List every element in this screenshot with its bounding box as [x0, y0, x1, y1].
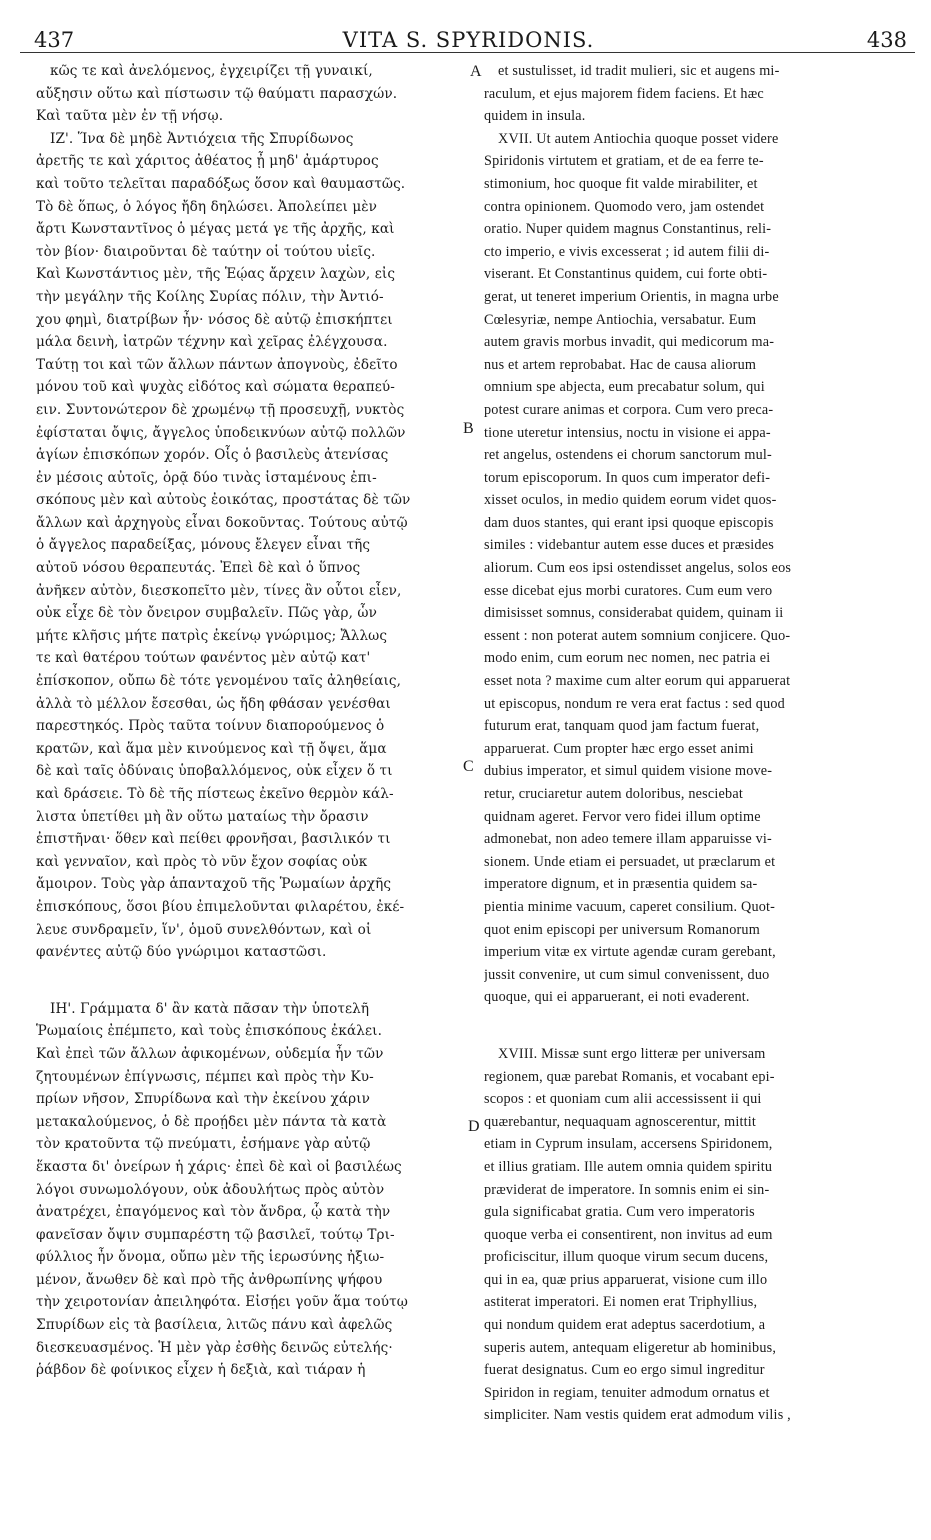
text-line: τὴν μεγάλην τῆς Κοίλης Συρίας πόλιν, τὴν Ἀντιό- [36, 288, 384, 305]
text-line: φανέντες αὐτῷ δύο γνώριμοι καταστῶσι. [36, 944, 327, 961]
text-line: retur, cruciaretur autem doloribus, nesciebat [484, 786, 743, 802]
text-line: ῥάβδον δὲ φοίνικος εἶχεν ἡ δεξιὰ, καὶ τιάραν ἡ [36, 1362, 366, 1379]
text-line: Spiridonis virtutem et gratiam, et de ea ferre te- [484, 153, 764, 170]
text-line: imperium vitæ ex virtute agendæ curam gerebant, [484, 944, 776, 961]
latin-paragraph-3 [484, 1043, 904, 1427]
text-line: autem gravis morbus invadit, qui medicorum ma- [484, 334, 775, 351]
latin-paragraph-2 [484, 128, 904, 1009]
text-line: φανεῖσαν ὄψιν συμπαρέστη τῷ βασιλεῖ, τούτῳ Τρι- [36, 1226, 395, 1243]
text-line: ἀνῆκεν αὐτὸν, διεσκοπεῖτο μὲν, τίνες ἂν οὗτοι εἶεν, [36, 582, 402, 599]
section-gap [36, 964, 470, 998]
text-line: quot enim episcopi per universum Romanorum [484, 921, 760, 938]
text-line: ἐφίσταται ὄψις, ἄγγελος ὑποδεικνύων αὐτῷ πολλῶν [36, 424, 406, 441]
text-line: quærebantur, nequaquam agnoscerentur, mittit [484, 1113, 757, 1130]
text-line: Σπυρίδων εἰς τὰ βασίλεια, λιτῶς πάνυ καὶ ἀφελῶς [36, 1317, 393, 1334]
text-line: stimonium, hoc quoque fit valde mirabiliter, et [484, 175, 758, 192]
text-line: qui in ea, quæ prius apparuerat, visione cum illo [484, 1271, 768, 1288]
text-line: quidem in insula. [484, 108, 586, 125]
text-line: παρεστηκός. Πρὸς ταῦτα τοίνυν διαπορούμενος ὁ [36, 718, 385, 735]
text-line: ἐπισκόπους, ὅσοι βίου ἐπιμελοῦνται φιλαρέτου, ἐκέ- [36, 898, 405, 915]
text-line: ut episcopus, nondum re vera erat factus : sed quod [484, 695, 785, 712]
text-line: gerat, ut teneret imperium Orientis, in magna urbe [484, 288, 779, 305]
text-line: quoque, qui ei apparuerant, ei noti evaderent. [484, 989, 750, 1006]
text-line: imperatore dignum, et in præsentia quidem sa- [484, 876, 758, 893]
greek-paragraph-2 [36, 128, 470, 964]
running-title: VITA S. SPYRIDONIS. [342, 28, 595, 52]
text-line: ἀλλὰ τὸ μέλλον ἔσεσθαι, ὡς ἤδη φθάσαν γενέσθαι [36, 695, 391, 712]
text-line: Καὶ ἐπεὶ τῶν ἄλλων ἀφικομένων, οὐδεμία ἦν τῶν [36, 1045, 384, 1062]
text-line: μόνου τοῦ καὶ ψυχὰς εἰδότος καὶ σώματα θεραπεύ- [36, 379, 395, 396]
text-line: χου φημὶ, διατρίβων ἦν· νόσος δὲ αὐτῷ ἐπισκήπτει [36, 311, 393, 328]
text-line: ἐπιστῆναι· ὅθεν καὶ πείθει φρονῆσαι, βασιλικόν τι [36, 831, 391, 848]
text-line: αὔξησιν οὕτω καὶ πίστωσιν τῷ θαύματι παρασχών. [36, 85, 398, 102]
text-line: ἄρτι Κωνσταντῖνος ὁ μέγας μετά γε τῆς ἀρχῆς, καὶ [36, 221, 395, 238]
text-line: modo enim, cum eorum nec nomen, nec patria ei [484, 650, 771, 667]
text-line: τε καὶ θατέρου τούτων φανέντος μὲν αὐτῷ κατ' [36, 650, 371, 667]
text-line: admonebat, non adeo temere illam apparuisse vi- [484, 831, 772, 848]
greek-paragraph-1 [36, 60, 470, 128]
text-line: αὐτοῦ νόσου θεραπευτάς. Ἐπεὶ δὲ καὶ ὁ ὕπνος [36, 560, 361, 577]
text-line: Spiridon in regiam, tenuiter admodum ornatus et [484, 1384, 770, 1401]
text-line: potest curare animas et corpora. Cum vero preca- [484, 401, 774, 418]
text-line: Cœlesyriæ, nempe Antiochia, versabatur. Eum [484, 311, 757, 328]
text-line: fuerat designatus. Cum eo ergo simul ingreditur [484, 1362, 765, 1379]
text-line: μήτε κλῆσις μήτε πατρὶς ἐκείνῳ γνώριμος; Ἄλλως [36, 627, 388, 644]
text-line: gula significabat gratia. Cum vero imperatoris [484, 1204, 755, 1221]
text-line: μάλα δεινὴ, ἰατρῶν τέχνην καὶ χεῖρας ἐλέγχουσα. [36, 334, 388, 351]
text-line: Ταύτῃ τοι καὶ τῶν ἄλλων πάντων ἀπογνοὺς, ἐδεῖτο [36, 356, 398, 373]
text-line: regionem, quæ parebat Romanis, et vocabant epi- [484, 1068, 775, 1085]
text-line: XVIII. Missæ sunt ergo litteræ per universam [498, 1045, 766, 1062]
text-line: astiterat imperatori. Ei nomen erat Triphyllius, [484, 1294, 758, 1311]
margin-letter-d: D [468, 1118, 480, 1135]
latin-column [484, 60, 904, 1427]
text-line: ἁγίων ἐπισκόπων χορόν. Οἷς ὁ βασιλεὺς ἀτενίσας [36, 447, 389, 464]
text-line: ἐν μέσοις αὐτοῖς, ὁρᾷ δύο τινὰς ἱσταμένους ἐπι- [36, 469, 377, 486]
text-line: ἕκαστα δι' ὀνείρων ἡ χάρις· ἐπεὶ δὲ καὶ οἱ βασιλέως [36, 1158, 402, 1175]
text-line: ret angelus, ostendens ei chorum sanctorum mul- [484, 447, 772, 464]
text-line: κῶς τε καὶ ἀνελόμενος, ἐγχειρίζει τῇ γυναικί, [50, 63, 373, 79]
text-line: ὁ ἄγγελος παραδείξας, μόνους ἔλεγεν εἶναι τῆς [36, 537, 371, 554]
text-line: torum episcoporum. In quos cum imperator defi- [484, 469, 771, 486]
header-rule [20, 52, 915, 53]
text-line: scopos : et quoniam cum alii accessissent ii qui [484, 1091, 762, 1108]
margin-letter-c: C [463, 758, 474, 775]
text-line: λόγοι συνωμολόγουν, οὐκ ἀδουλήτως πρὸς αὐτὸν [36, 1181, 385, 1198]
text-line: contra opinionem. Quomodo vero, jam ostendet [484, 198, 765, 215]
text-line: quidnam ageret. Fervor vero fidei illum optime [484, 808, 761, 825]
text-line: omnium spe abjecta, eum precabatur solum, qui [484, 379, 765, 396]
text-line: esset nota ? maxime cum alter eorum qui apparuerat [484, 673, 791, 690]
text-line: ΙΗ'. Γράμματα δ' ἂν κατὰ πᾶσαν τὴν ὑποτελῆ [50, 1000, 370, 1017]
text-line: καὶ γενναῖον, καὶ πρὸς τὸ νῦν ἔχον σοφίας οὐκ [36, 853, 368, 870]
section-gap [484, 1009, 904, 1043]
text-line: ειν. Συντονώτερον δὲ χρωμένῳ τῇ προσευχῇ, νυκτὸς [36, 401, 405, 418]
text-line: superis autem, antequam eligeretur ab hominibus, [484, 1339, 777, 1356]
text-line: Καὶ ταῦτα μὲν ἐν τῇ νήσῳ. [36, 108, 224, 125]
margin-letter-b: B [463, 420, 474, 437]
text-line: λευε συνδραμεῖν, ἵν', ὁμοῦ συνελθόντων, καὶ οἱ [36, 921, 372, 938]
text-line: quoque verba ei consentirent, non invitus ad eum [484, 1226, 773, 1243]
text-line: cto imperio, e vivis excesserat ; id autem filii di- [484, 243, 770, 260]
text-line: σκόπους μὲν καὶ αὐτοὺς ἐοικότας, προστάτας δὲ τῶν [36, 492, 411, 509]
text-line: sionem. Unde etiam ei persuadet, ut præclarum et [484, 853, 776, 870]
text-line: Ῥωμαίοις ἐπέμπετο, καὶ τοὺς ἐπισκόπους ἐκάλει. [36, 1023, 382, 1040]
text-line: viserant. Et Constantinus quidem, cui forte obti- [484, 266, 768, 283]
text-line: nus et artem reprobabat. Hac de causa aliorum [484, 356, 757, 373]
page-number-left: 437 [34, 28, 75, 52]
text-line: simpliciter. Nam vestis quidem erat admodum vilis , [484, 1407, 791, 1424]
text-line: præviderat de imperatore. In somnis enim ei sin- [484, 1181, 770, 1198]
text-line: et illius gratiam. Ille autem omnia quidem spiritu [484, 1158, 773, 1175]
text-line: dimisisset somnus, considerabat quidem, quinam ii [484, 605, 784, 622]
text-line: esse dicebat ejus morbi curatores. Cum eum vero [484, 582, 773, 599]
text-line: φύλλιος ἦν ὄνομα, οὔπω μὲν τῆς ἱερωσύνης ἠξιω- [36, 1249, 385, 1266]
text-line: ἀρετῆς τε καὶ χάριτος ἀθέατος ᾖ μηδ' ἀμάρτυρος [36, 153, 379, 170]
text-line: οὐκ εἶχε δὲ τὸν ὄνειρον συμβαλεῖν. Πῶς γὰρ, ὧν [36, 605, 377, 622]
text-line: τὴν χειροτονίαν ἀπειληφότα. Εἰσῄει γοῦν ἅμα τούτῳ [36, 1294, 408, 1311]
text-line: raculum, et ejus majorem fidem faciens. Et hæc [484, 85, 764, 102]
text-line: Καὶ Κωνστάντιος μὲν, τῆς Ἑῴας ἄρχειν λαχὼν, εἰς [36, 266, 396, 283]
text-line: ἀνατρέχει, ἐπαγόμενος καὶ τὸν ἄνδρα, ᾧ κατὰ τὴν [36, 1204, 391, 1221]
text-line: tione uteretur intensius, noctu in visione ei appa- [484, 424, 771, 441]
text-line: μετακαλούμενος, ὁ δὲ προῄδει μὲν πάντα τὰ κατὰ [36, 1113, 387, 1130]
text-line: aliorum. Cum eos ipsi ostendisset angelus, solos eos [484, 560, 792, 577]
text-line: futurum erat, tanquam quod jam factum fuerat, [484, 718, 760, 735]
text-line: qui nondum quidem erat adeptus sacerdotium, a [484, 1317, 766, 1334]
greek-column [36, 60, 470, 1382]
text-line: apparuerat. Cum propter hæc ergo esset animi [484, 740, 754, 757]
text-line: διεσκευασμένος. Ἡ μὲν γὰρ ἐσθὴς δεινῶς εὐτελής· [36, 1339, 393, 1356]
text-line: καὶ τοῦτο τελεῖται παραδόξως ὅσον καὶ θαυμαστῶς. [36, 175, 406, 192]
text-line: etiam in Cyprum insulam, accersens Spiridonem, [484, 1136, 773, 1153]
text-line: dam duos stantes, qui erant ipsi quoque episcopis [484, 514, 774, 531]
text-line: proficiscitur, illum quoque virum secum ducens, [484, 1249, 769, 1266]
text-line: ἐπίσκοπον, οὔπω δὲ τότε γενομένου ταῖς ἀληθείαις, [36, 673, 402, 690]
page-number-right: 438 [866, 28, 907, 52]
text-line: λιστα ὑπετίθει μὴ ἂν οὕτω ματαίως τὴν ὄρασιν [36, 808, 369, 825]
text-line: similes : videbantur autem esse duces et præsides [484, 537, 774, 554]
text-line: ΙΖ'. Ἵνα δὲ μηδὲ Ἀντιόχεια τῆς Σπυρίδωνος [50, 130, 354, 147]
text-line: Τὸ δὲ ὅπως, ὁ λόγος ἤδη δηλώσει. Ἀπολείπει μὲν [36, 198, 378, 215]
text-line: et sustulisset, id tradit mulieri, sic et augens mi- [498, 63, 780, 79]
text-line: πρίων νῆσον, Σπυρίδωνα καὶ τὴν ἐκείνου χάριν [36, 1091, 371, 1108]
text-line: μένον, ἄνωθεν δὲ καὶ πρὸ τῆς ἀνθρωπίνης ψήφου [36, 1271, 383, 1288]
text-line: pientia minime vacuum, caperet consilium. Quot- [484, 898, 776, 915]
text-line: κρατῶν, καὶ ἅμα μὲν κινούμενος καὶ τῇ ὄψει, ἅμα [36, 740, 387, 757]
text-line: τὸν βίον· διαιροῦνται δὲ ταύτην οἱ τούτου υἱεῖς. [36, 243, 376, 260]
text-line: XVII. Ut autem Antiochia quoque posset videre [498, 130, 779, 147]
text-line: ζητουμένων ἐπίγνωσις, πέμπει καὶ πρὸς τὴν Κυ- [36, 1068, 374, 1085]
text-line: jussit convenire, ut cum simul convenissent, duo [484, 966, 770, 983]
text-line: ἄλλων καὶ ἀρχηγοὺς εἶναι δοκοῦντας. Τούτους αὐτῷ [36, 514, 408, 531]
running-header [28, 14, 909, 54]
text-line: καὶ δράσειε. Τὸ δὲ τῆς πίστεως ἐκεῖνο θερμὸν κάλ- [36, 786, 394, 802]
text-line: τὸν κρατοῦντα τῷ πνεύματι, ἐσήμανε γὰρ αὐτῷ [36, 1136, 371, 1153]
latin-paragraph-1 [484, 60, 904, 128]
text-line: xisset oculos, in medio quidem eorum videt quos- [484, 492, 777, 509]
text-line: oratio. Nuper quidem magnus Constantinus, reli- [484, 221, 772, 238]
text-line: essent : non poterat autem somnium conjicere. Quo- [484, 627, 791, 644]
text-line: δὲ καὶ ταῖς ὀδύναις ὑποβαλλόμενος, οὐκ εἶχεν ὅ τι [36, 763, 393, 780]
text-line: ἄμοιρον. Τοὺς γὰρ ἁπανταχοῦ τῆς Ῥωμαίων ἀρχῆς [36, 876, 392, 893]
greek-paragraph-3 [36, 998, 470, 1382]
margin-letter-a: A [470, 63, 482, 80]
text-line: dubius imperator, et simul quidem visione move- [484, 763, 773, 780]
